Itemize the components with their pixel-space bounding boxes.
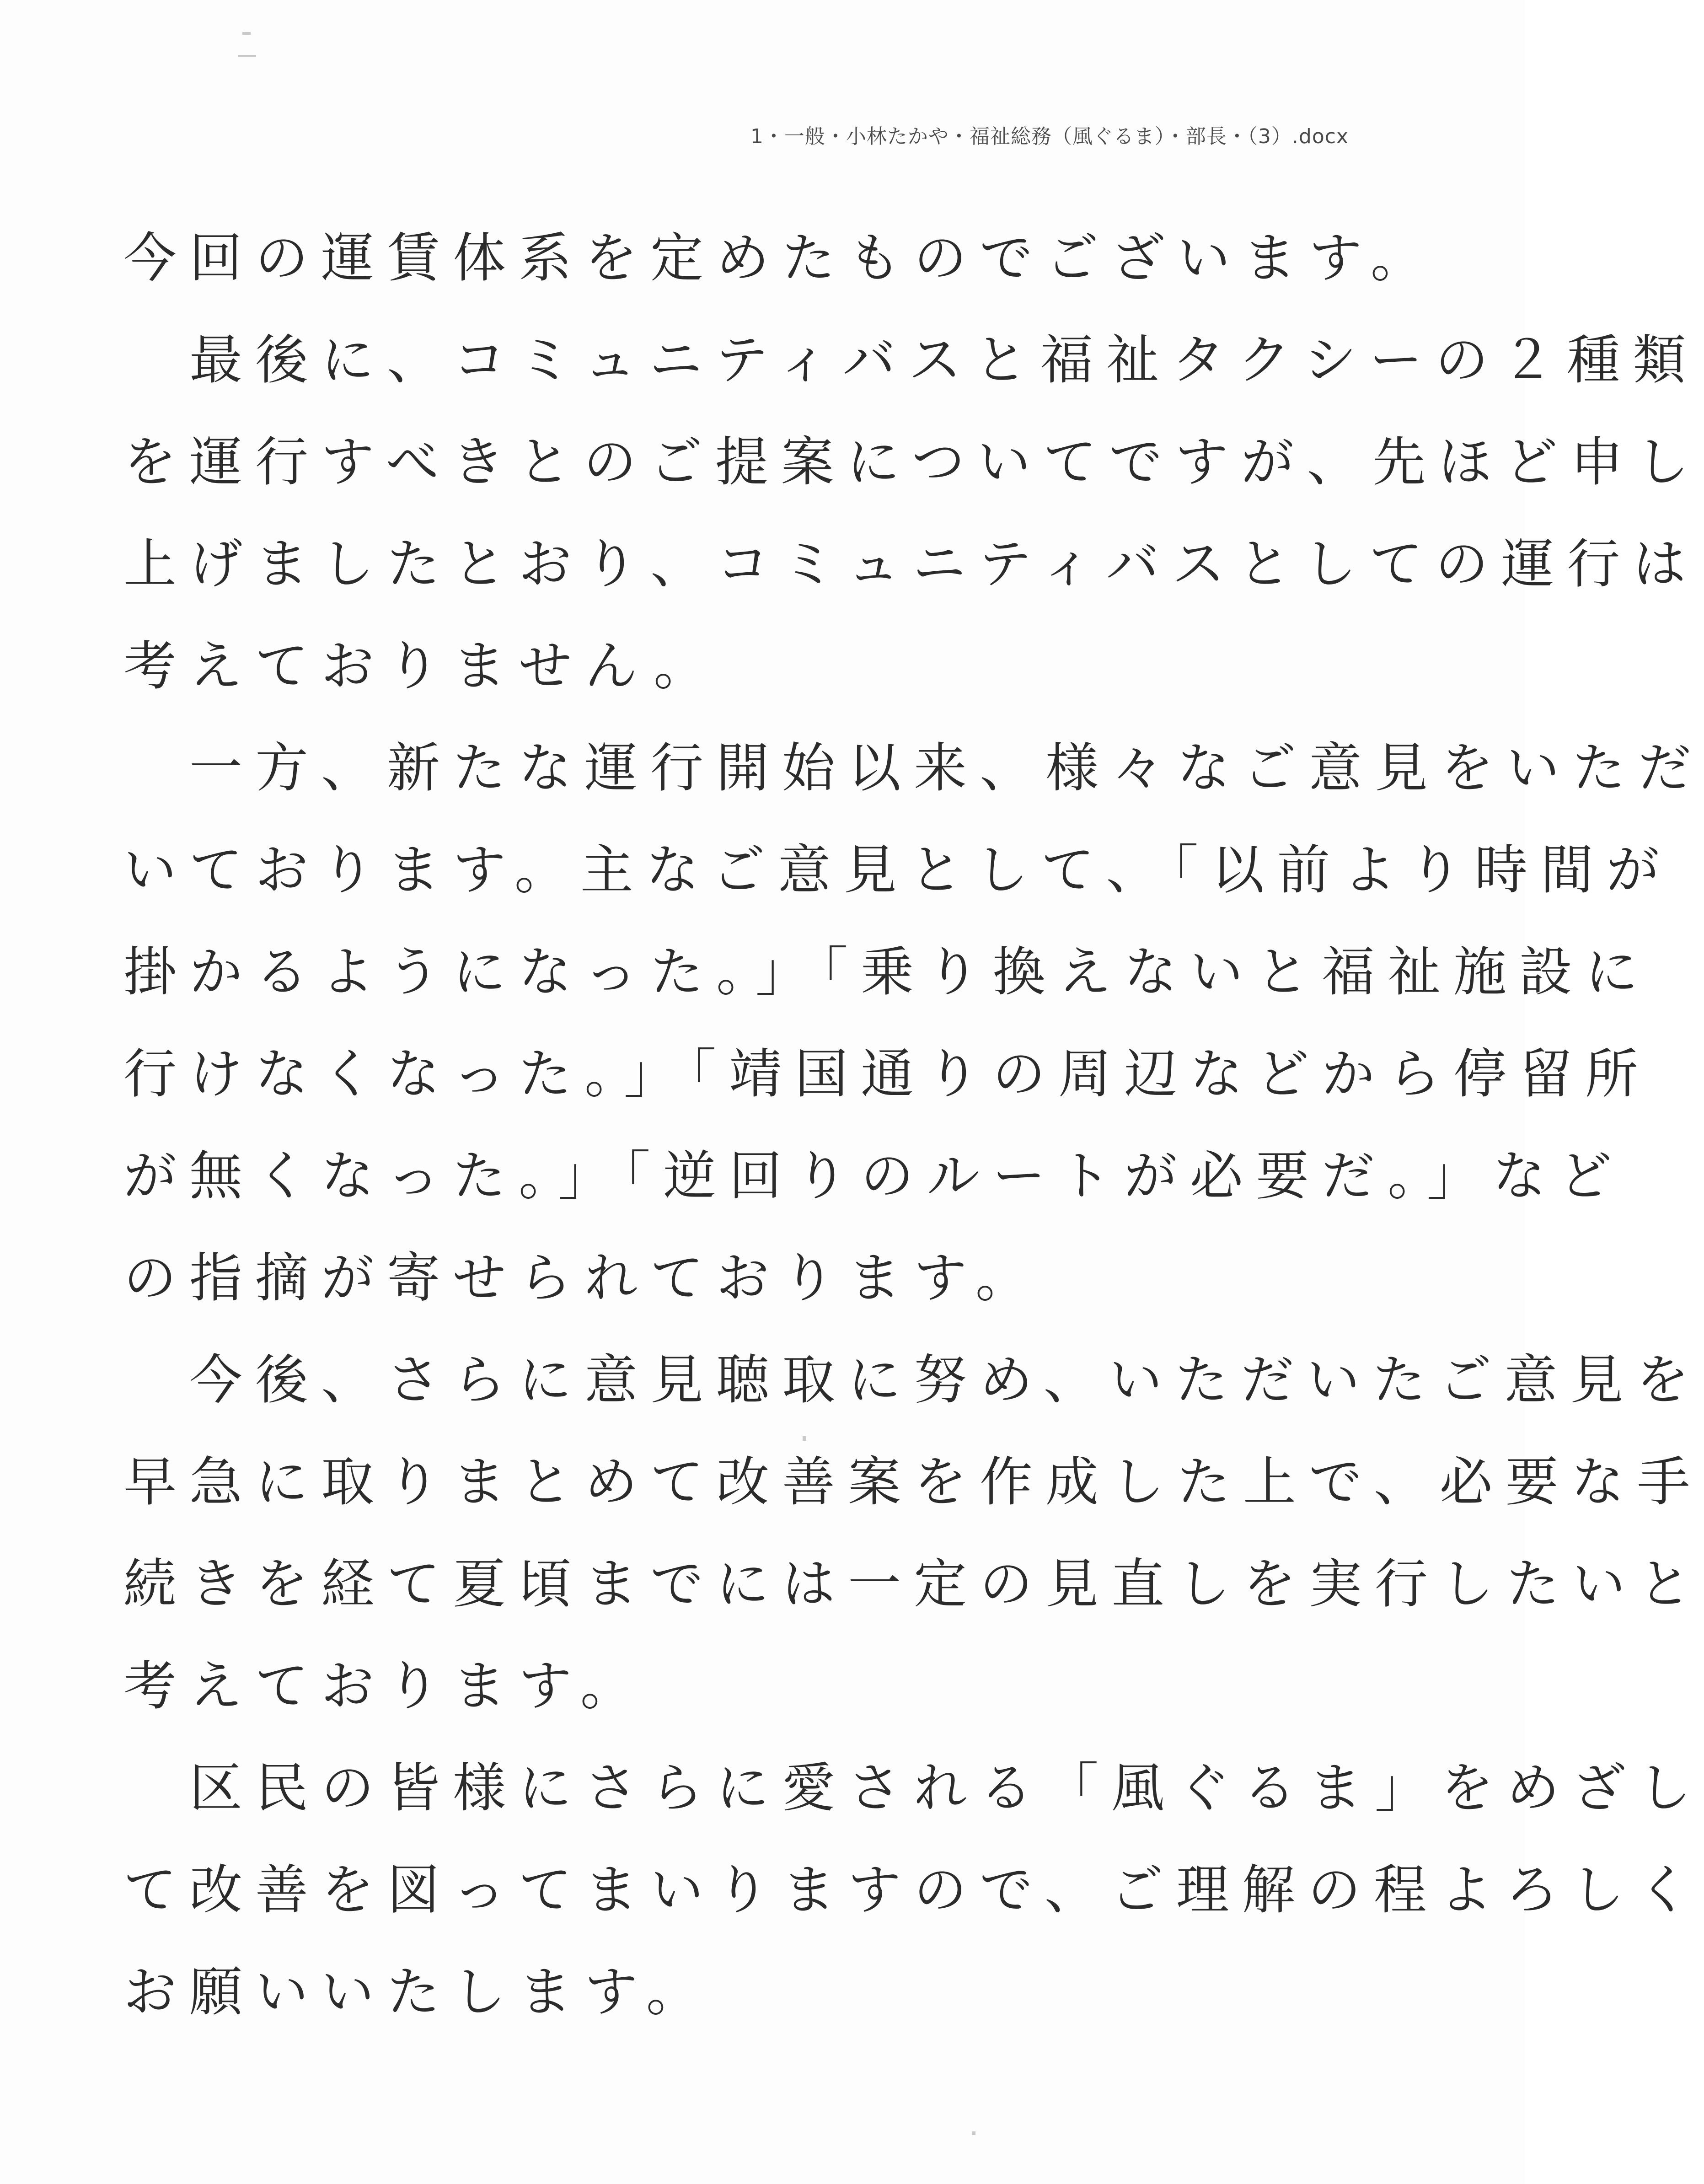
- text-line: 考えております。: [123, 1655, 646, 1717]
- text-line: お願いいたします。: [123, 1961, 712, 2023]
- text-line: が無くなった。」「逆回りのルートが必要だ。」など: [123, 1145, 1624, 1207]
- text-line: の指摘が寄せられております。: [123, 1247, 1041, 1309]
- text-line: 最後に、コミュニティバスと福祉タクシーの２種類: [123, 329, 1699, 391]
- text-line: 続きを経て夏頃までには一定の見直しを実行したいと: [123, 1553, 1704, 1615]
- text-line: 今後、さらに意見聴取に努め、いただいたご意見を: [123, 1349, 1702, 1411]
- text-line: 区民の皆様にさらに愛される「風ぐるま」をめざし: [123, 1757, 1704, 1819]
- text-line: 掛かるようになった。」「乗り換えないと福祉施設に: [123, 941, 1651, 1003]
- file-name-header: 1・一般・小林たかや・福祉総務（風ぐるま）・部長・（3）.docx: [750, 125, 1349, 148]
- text-line: 考えておりません。: [123, 635, 719, 697]
- text-line: 今回の運賃体系を定めたものでございます。: [123, 227, 1436, 289]
- text-line: 一方、新たな運行開始以来、様々なご意見をいただ: [123, 737, 1704, 799]
- scan-speck: [972, 2131, 975, 2135]
- text-line: て改善を図ってまいりますので、ご理解の程よろしく: [123, 1859, 1703, 1921]
- scan-speck: [238, 55, 256, 57]
- text-line: を運行すべきとのご提案についてですが、先ほど申し: [123, 431, 1702, 493]
- scan-speck: [242, 32, 251, 35]
- text-line: いております。主なご意見として、「以前より時間が: [123, 839, 1672, 901]
- text-line: 早急に取りまとめて改善案を作成した上で、必要な手: [123, 1451, 1703, 1513]
- scan-speck: [803, 1436, 806, 1441]
- text-line: 行けなくなった。」「靖国通りの周辺などから停留所: [123, 1043, 1651, 1105]
- text-line: 上げましたとおり、コミュニティバスとしての運行は: [123, 533, 1699, 595]
